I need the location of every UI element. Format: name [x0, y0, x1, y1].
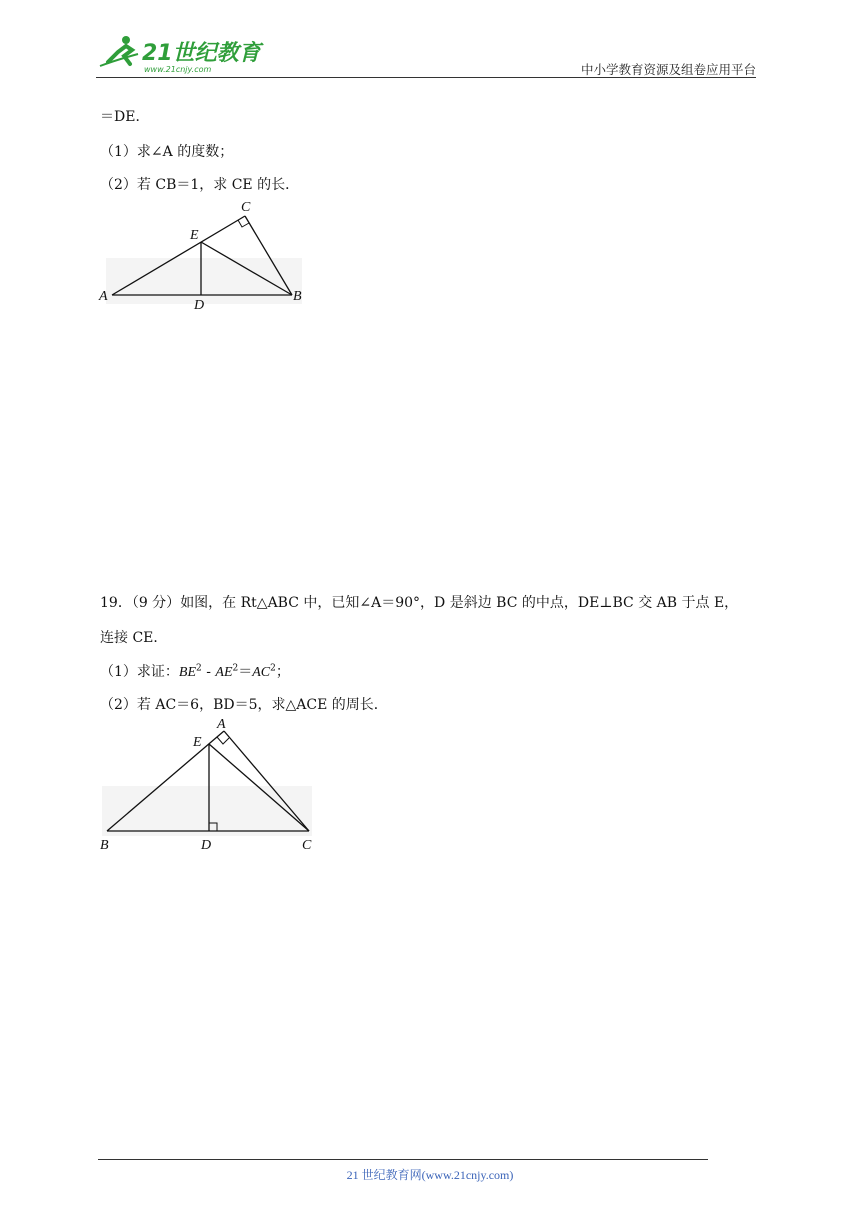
q19-stem-line2: 连接 CE．: [100, 630, 168, 646]
label-e: E: [193, 735, 202, 750]
label-c: C: [302, 838, 312, 853]
q19-stem: 如图，在 Rt△ABC 中，已知∠A＝90°，D 是斜边 BC 的中点，DE⊥BC 交 AB 于点 E，: [180, 595, 739, 611]
exponent: 2: [232, 663, 239, 674]
term-be: BE: [178, 665, 197, 680]
q19-stem-line1: [100, 592, 738, 612]
minus-sign: -: [201, 664, 216, 680]
term-ac: AC: [252, 665, 271, 680]
header-platform-text: 中小学教育资源及组卷应用平台: [580, 62, 756, 77]
logo-text: 21世纪教育: [142, 41, 261, 66]
figure-background: [102, 786, 312, 836]
q19-part1: [100, 661, 290, 681]
q18-part2: （2）若 CB＝1，求 CE 的长．: [100, 177, 300, 193]
q18-part1: （1）求∠A 的度数；: [100, 144, 234, 160]
runner-logo-icon: [96, 32, 266, 78]
q19-part1-prefix: （1）求证：: [100, 664, 179, 680]
equals-sign: ＝: [238, 664, 253, 680]
q19-figure: [90, 714, 330, 854]
term-ae: AE: [215, 665, 233, 680]
q19-part2: （2）若 AC＝6，BD＝5，求△ACE 的周长．: [100, 697, 388, 713]
label-e: E: [190, 228, 199, 243]
label-c: C: [241, 200, 251, 215]
exponent: 2: [270, 663, 276, 674]
q18-figure: [90, 196, 320, 316]
footer-link[interactable]: 21 世纪教育网(www.21cnjy.com): [346, 1168, 514, 1182]
label-d: D: [201, 838, 212, 853]
label-a: A: [99, 289, 108, 304]
footer-divider: [98, 1159, 708, 1160]
q19-number: 19．: [100, 595, 132, 611]
q19-score: （9 分）: [131, 595, 181, 611]
logo-url-text: www.21cnjy.com: [144, 65, 212, 74]
q18-continuation: ＝DE．: [100, 109, 150, 125]
label-d: D: [194, 298, 205, 313]
site-logo: [96, 32, 266, 78]
semicolon: ；: [275, 664, 290, 680]
exponent: 2: [196, 663, 202, 674]
header-divider: [96, 77, 756, 78]
label-b: B: [293, 289, 302, 304]
label-b: B: [100, 838, 109, 853]
right-angle-mark-a: [217, 737, 229, 744]
label-a: A: [217, 717, 226, 732]
